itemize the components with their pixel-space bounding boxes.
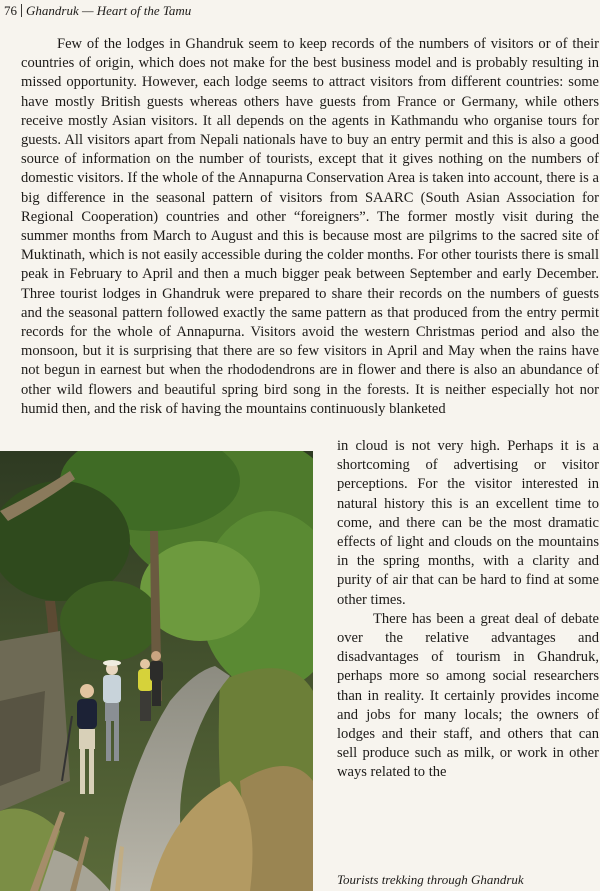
- trekking-photo: [0, 451, 313, 891]
- paragraph-1-continued: in cloud is not very high. Perhaps it is a shortcoming of advertising or visitor perceptions. For the visitor interested in natural history this is an excellent time to come, and there can be the most dramatic effects of light and clouds on the mountains in the spring months, with a clarity and purity of air that can be hard to find at some other times.: [337, 438, 599, 608]
- trekking-photo-illustration: [0, 451, 313, 891]
- running-title: Ghandruk — Heart of the Tamu: [26, 2, 192, 18]
- running-header: [4, 0, 191, 20]
- main-text-block: [21, 35, 599, 419]
- side-text-block: [337, 437, 599, 783]
- figure-caption: Tourists trekking through Ghandruk: [337, 872, 524, 887]
- paragraph-1: Few of the lodges in Ghandruk seem to keep records of the numbers of visitors or of their countries of origin, which does not make for the best business model and is probably resulting in missed opportunity. However, each lodge seems to attract visitors from different countries: some have mostly British guests whereas others have guests from France or Germany, while others receive mostly Asian visitors. It all depends on the agents in Kathmandu who organise tours for guests. All visitors apart from Nepali nationals have to buy an entry permit and this is also a good source of information on the number of tourists, except that it gives nothing on the numbers of domestic visitors. If the whole of the Annapurna Conservation Area is taken into account, there is a big difference in the seasonal pattern of visitors from SAARC (South Asian Association for Regional Cooperation) countries and other “foreigners”. The former mostly visit during the summer months from March to August and this is because most are pilgrims to the sacred site of Muktinath, which is not easily accessible during the colder months. For other tourists there is small peak in February to April and then a much bigger peak between September and early December. Three tourist lodges in Ghandruk were prepared to share their records on the numbers of guests and the seasonal pattern followed exactly the same pattern as that produced from the entry permit records for the whole of Annapurna. Visitors avoid the western Christmas period and also the monsoon, but it is surprising that there are so few visitors in April and May when the rains have not begun in earnest but when the rhododendrons are in flower and there is also an abundance of other wild flowers and beautiful spring bird song in the forests. It is neither especially hot nor humid then, and the risk of having the mountains continuously blanketed: [21, 36, 599, 417]
- page-number: 76: [4, 4, 22, 17]
- paragraph-2: There has been a great deal of debate over the relative advantages and disadvantages of tourism in Ghandruk, perhaps more so among social researchers than in reality. It certainly provides income and jobs for many locals; the owners of lodges and their staff, and others that can sell produce such as milk, or work in other ways related to the: [337, 610, 599, 781]
